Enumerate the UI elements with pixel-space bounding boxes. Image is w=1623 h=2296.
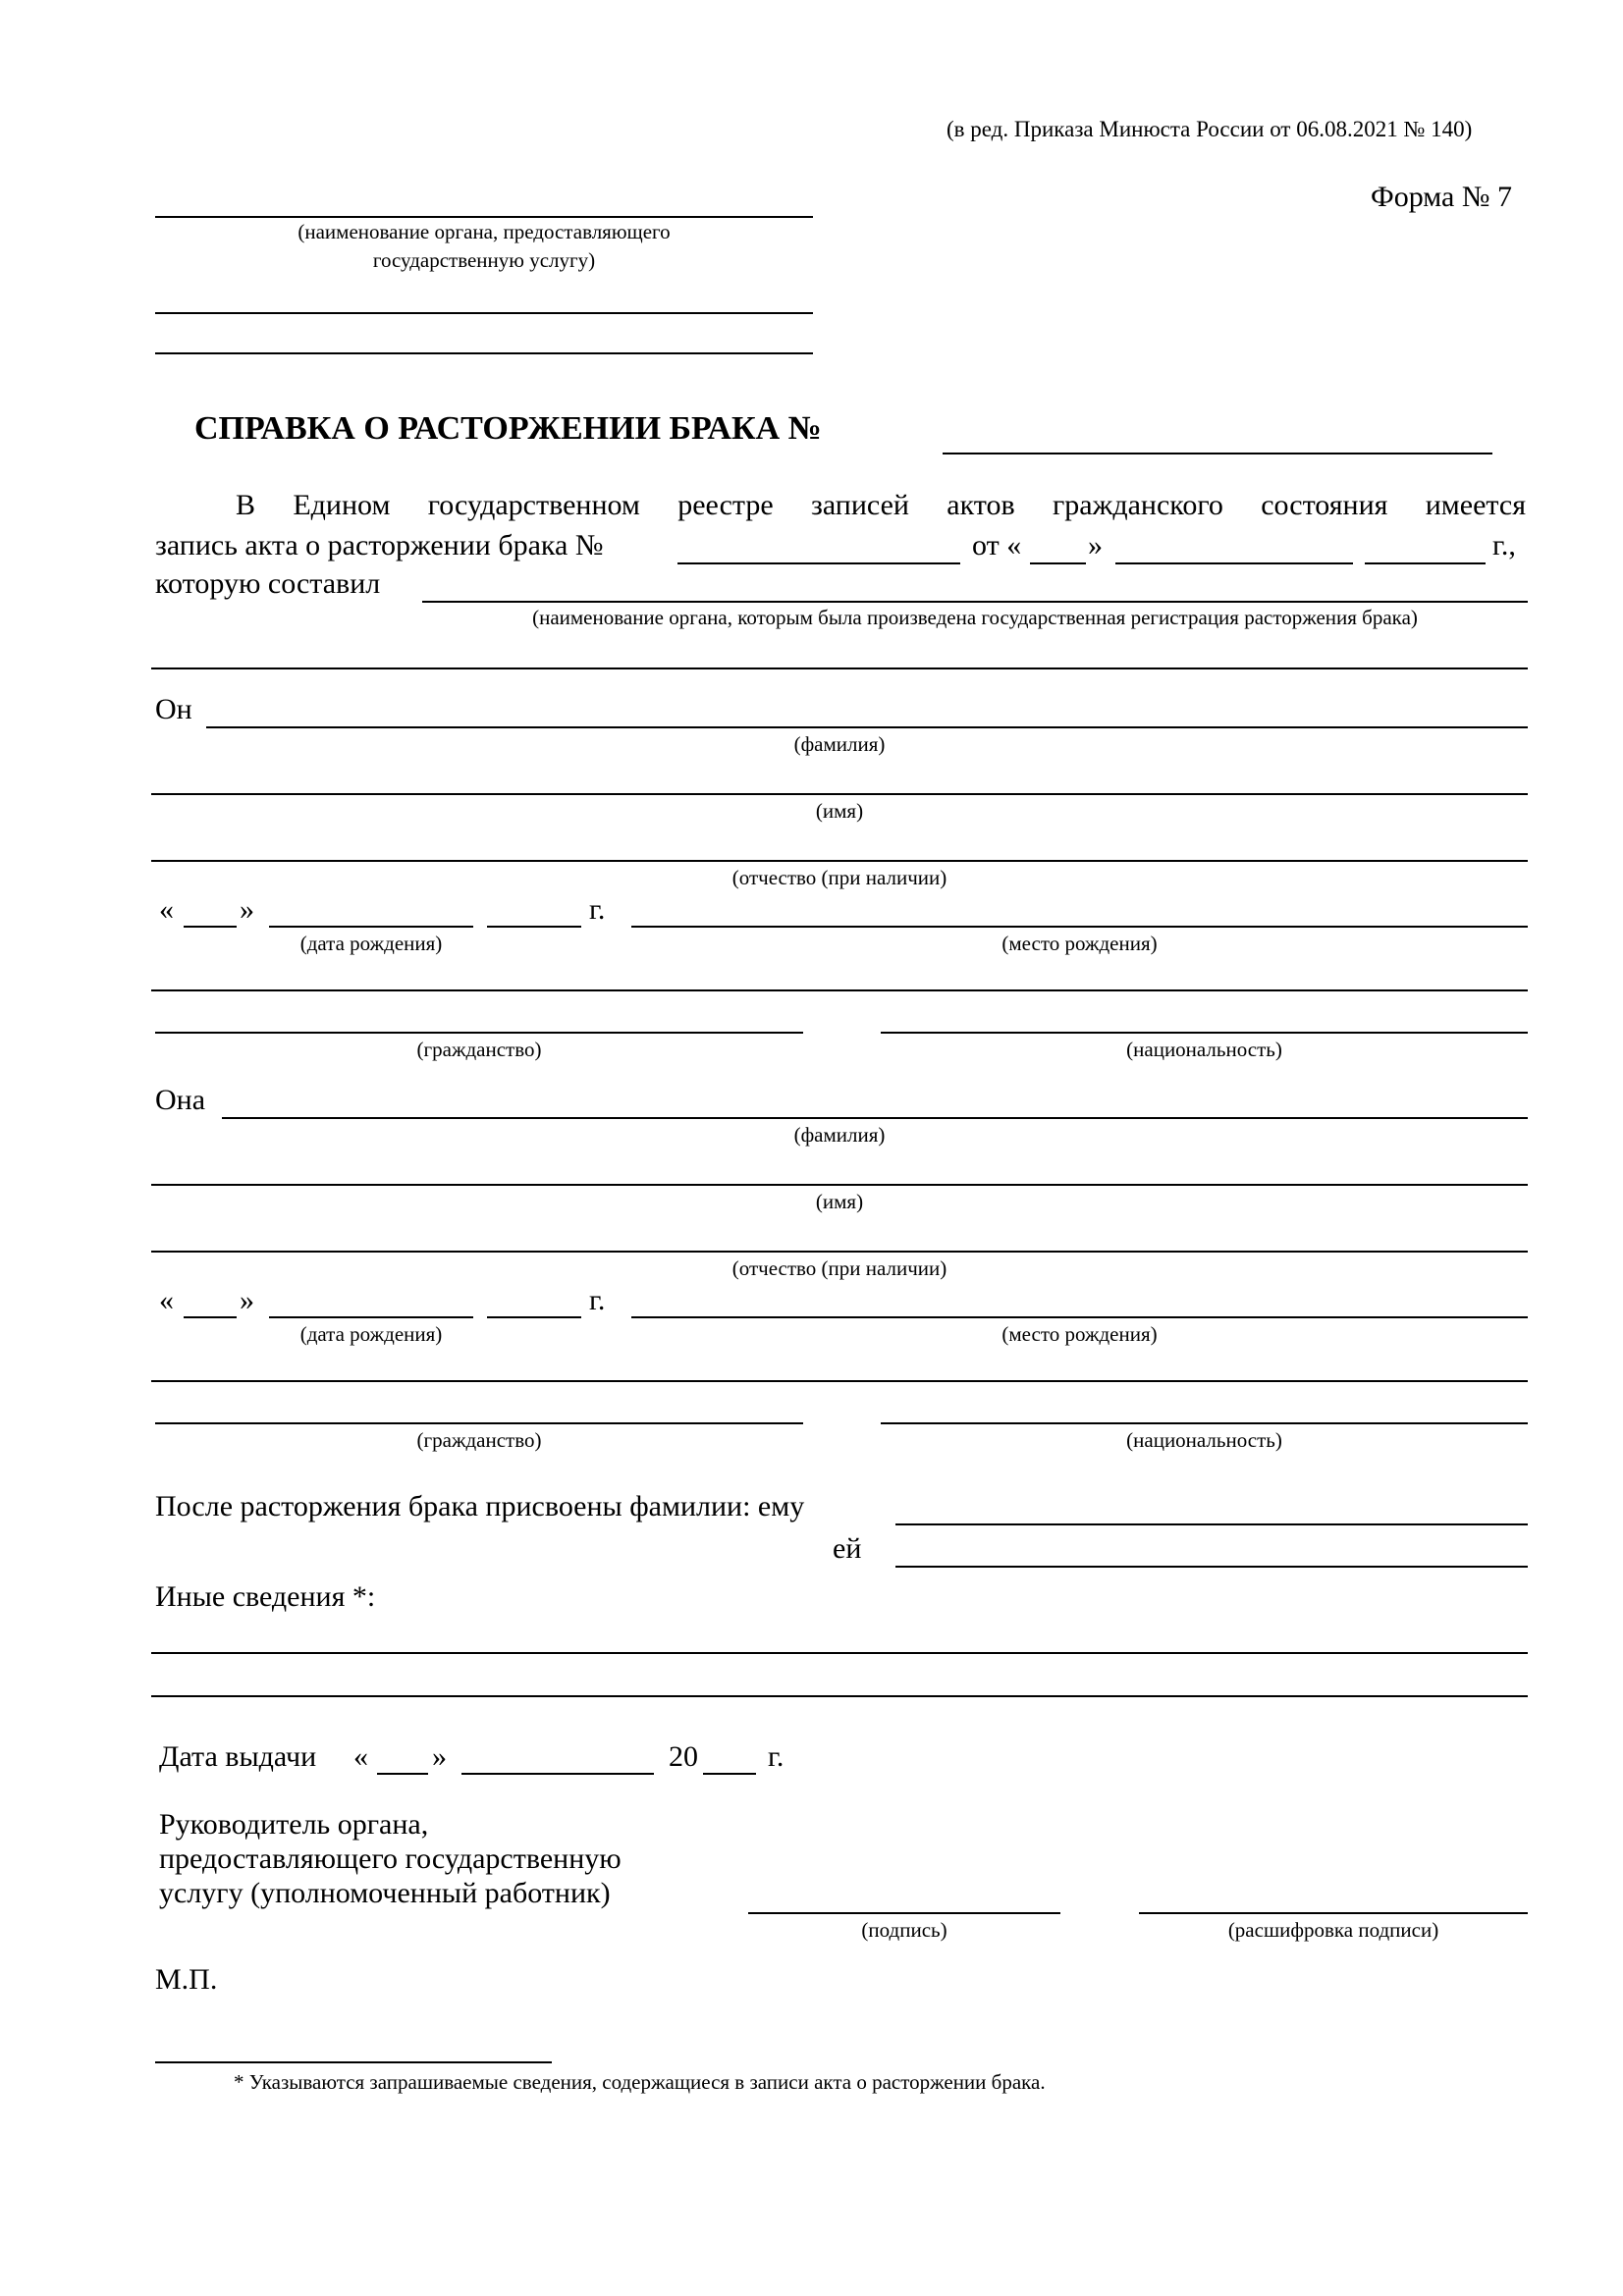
intro-line-2-quote-close: » <box>1088 529 1103 561</box>
she-birth-date-caption: (дата рождения) <box>299 1322 443 1346</box>
signature-decoding-line[interactable] <box>1139 1912 1528 1914</box>
she-birth-month-line[interactable] <box>269 1316 473 1318</box>
issue-date-quote-close: » <box>432 1740 447 1773</box>
she-surname-line[interactable] <box>222 1117 1528 1119</box>
issuer-name-line-3[interactable] <box>155 352 813 354</box>
record-number-line[interactable] <box>677 562 960 564</box>
head-line-3: услугу (уполномоченный работник) <box>159 1877 611 1909</box>
he-patronymic-line[interactable] <box>151 860 1528 862</box>
he-name-line[interactable] <box>151 793 1528 795</box>
he-citizenship-caption: (гражданство) <box>416 1038 542 1061</box>
edition-note: (в ред. Приказа Минюста России от 06.08.2021 № 140) <box>947 117 1473 141</box>
she-patronymic-caption: (отчество (при наличии) <box>731 1256 947 1280</box>
record-day-line[interactable] <box>1030 562 1086 564</box>
issue-year-line[interactable] <box>703 1773 756 1775</box>
intro-line-3: которую составил <box>155 567 381 600</box>
page-title: СПРАВКА О РАСТОРЖЕНИИ БРАКА № <box>194 410 822 447</box>
intro-line-1: В Едином государственном реестре записей актов гражданского состояния имеется <box>236 489 1526 521</box>
she-birth-quote-open: « <box>159 1284 174 1316</box>
issue-month-line[interactable] <box>461 1773 654 1775</box>
he-birth-quote-close: » <box>240 893 254 926</box>
issuer-caption-1: (наименование органа, предоставляющего <box>298 220 671 243</box>
she-birth-year-line[interactable] <box>487 1316 581 1318</box>
he-name-caption: (имя) <box>815 799 864 823</box>
intro-line-2-record: запись акта о расторжении брака № <box>155 529 604 561</box>
she-birth-place-line[interactable] <box>631 1316 1528 1318</box>
she-birth-day-line[interactable] <box>184 1316 237 1318</box>
issue-date-year-suffix: г. <box>768 1740 784 1773</box>
registrar-caption: (наименование органа, которым была произведена государственная регистрация расторжения брака) <box>532 606 1418 629</box>
she-birth-place-line-2[interactable] <box>151 1380 1528 1382</box>
he-birth-place-caption: (место рождения) <box>1001 932 1158 955</box>
she-citizenship-line[interactable] <box>155 1422 803 1424</box>
she-name-caption: (имя) <box>815 1190 864 1213</box>
issue-date-label: Дата выдачи <box>159 1740 317 1773</box>
head-line-1: Руководитель органа, <box>159 1808 429 1841</box>
signature-caption: (подпись) <box>861 1918 947 1942</box>
footnote: * Указываются запрашиваемые сведения, содержащиеся в записи акта о расторжении брака. <box>234 2070 1046 2094</box>
he-surname-caption: (фамилия) <box>793 732 886 756</box>
she-birth-year-suffix: г. <box>589 1284 606 1316</box>
signature-line[interactable] <box>748 1912 1060 1914</box>
he-patronymic-caption: (отчество (при наличии) <box>731 866 947 889</box>
signature-decoding-caption: (расшифровка подписи) <box>1227 1918 1439 1942</box>
issue-day-line[interactable] <box>377 1773 428 1775</box>
intro-line-2-from: от « <box>972 529 1022 561</box>
certificate-number-line[interactable] <box>943 453 1492 454</box>
he-birth-place-line[interactable] <box>631 926 1528 928</box>
other-info-line-2[interactable] <box>151 1695 1528 1697</box>
other-info-line-1[interactable] <box>151 1652 1528 1654</box>
she-birth-quote-close: » <box>240 1284 254 1316</box>
she-name-line[interactable] <box>151 1184 1528 1186</box>
issuer-name-line-2[interactable] <box>155 312 813 314</box>
she-birth-place-caption: (место рождения) <box>1001 1322 1158 1346</box>
he-birth-year-line[interactable] <box>487 926 581 928</box>
she-surname-caption: (фамилия) <box>793 1123 886 1147</box>
footnote-separator <box>155 2061 552 2063</box>
he-label: Он <box>155 693 192 725</box>
she-nationality-line[interactable] <box>881 1422 1528 1424</box>
surname-him-line[interactable] <box>895 1523 1528 1525</box>
he-birth-month-line[interactable] <box>269 926 473 928</box>
he-birth-day-line[interactable] <box>184 926 237 928</box>
other-info-label: Иные сведения *: <box>155 1580 376 1613</box>
issue-date-quote-open: « <box>353 1740 368 1773</box>
issuer-name-line-1[interactable] <box>155 216 813 218</box>
he-citizenship-line[interactable] <box>155 1032 803 1034</box>
she-patronymic-line[interactable] <box>151 1251 1528 1253</box>
record-year-line[interactable] <box>1365 562 1486 564</box>
registrar-name-line[interactable] <box>422 601 1528 603</box>
he-nationality-caption: (национальность) <box>1126 1038 1282 1061</box>
he-birth-place-line-2[interactable] <box>151 989 1528 991</box>
surname-her-line[interactable] <box>895 1566 1528 1568</box>
surnames-after-label: После расторжения брака присвоены фамилии: ему <box>155 1490 805 1522</box>
intro-line-2-year: г., <box>1492 529 1516 561</box>
he-birth-year-suffix: г. <box>589 893 606 926</box>
she-nationality-caption: (национальность) <box>1126 1428 1282 1452</box>
he-birth-date-caption: (дата рождения) <box>299 932 443 955</box>
issuer-caption-2: государственную услугу) <box>372 248 596 272</box>
head-line-2: предоставляющего государственную <box>159 1842 622 1875</box>
he-birth-quote-open: « <box>159 893 174 926</box>
registrar-name-line-2[interactable] <box>151 667 1528 669</box>
he-surname-line[interactable] <box>206 726 1528 728</box>
surnames-her-label: ей <box>833 1532 862 1565</box>
stamp-place: М.П. <box>155 1963 218 1996</box>
he-nationality-line[interactable] <box>881 1032 1528 1034</box>
record-month-line[interactable] <box>1115 562 1353 564</box>
issue-date-century: 20 <box>669 1740 698 1773</box>
she-label: Она <box>155 1084 206 1116</box>
she-citizenship-caption: (гражданство) <box>416 1428 542 1452</box>
form-number: Форма № 7 <box>1371 181 1512 213</box>
